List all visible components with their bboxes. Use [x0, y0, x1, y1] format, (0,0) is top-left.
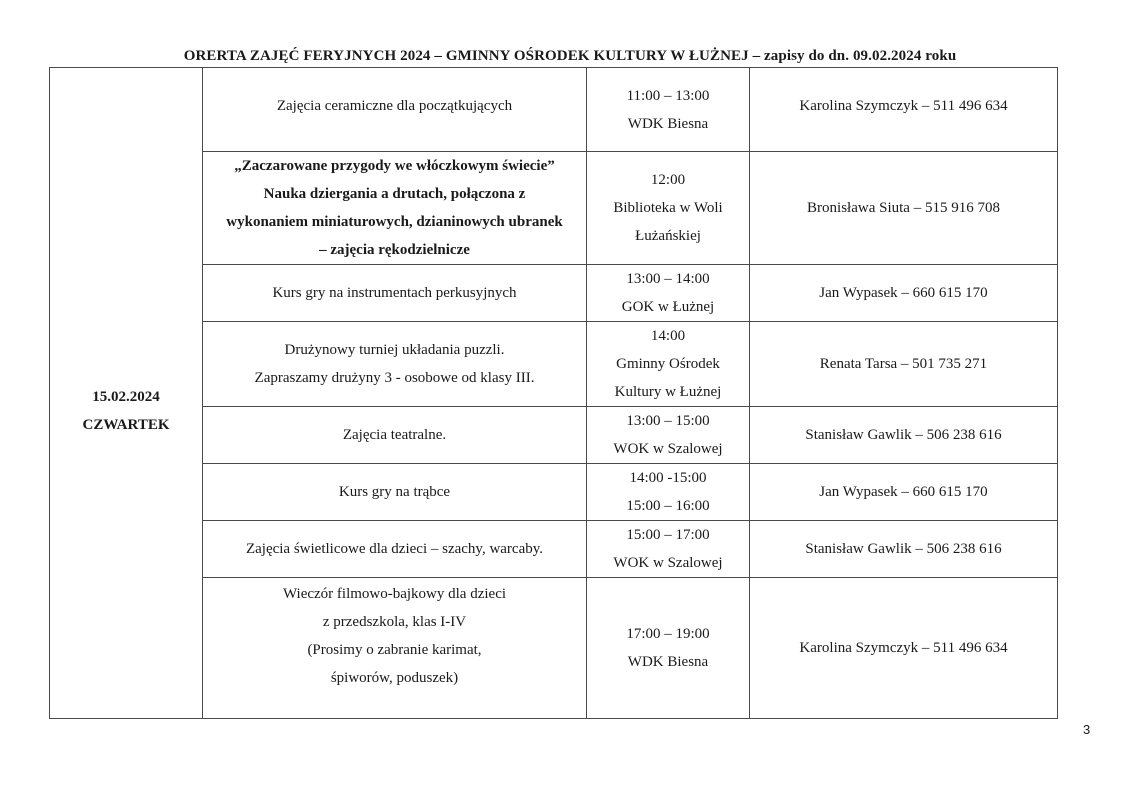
- activity-description: Drużynowy turniej układania puzzli. Zapraszamy drużyny 3 - osobowe od klasy III.: [203, 322, 587, 407]
- activity-description: Wieczór filmowo-bajkowy dla dzieci z przedszkola, klas I-IV (Prosimy o zabranie karimat, śpiworów, poduszek): [203, 578, 587, 719]
- time-location: 13:00 – 14:00 GOK w Łużnej: [587, 265, 750, 322]
- activity-description: Kurs gry na instrumentach perkusyjnych: [203, 265, 587, 322]
- contact-person: Stanisław Gawlik – 506 238 616: [750, 521, 1058, 578]
- page-number: 3: [1083, 722, 1091, 737]
- contact-person: Bronisława Siuta – 515 916 708: [750, 152, 1058, 265]
- time-location: 15:00 – 17:00 WOK w Szalowej: [587, 521, 750, 578]
- contact-person: Karolina Szymczyk – 511 496 634: [750, 68, 1058, 152]
- time-location: 14:00 Gminny Ośrodek Kultury w Łużnej: [587, 322, 750, 407]
- time-location: 14:00 -15:00 15:00 – 16:00: [587, 464, 750, 521]
- contact-person: Renata Tarsa – 501 735 271: [750, 322, 1058, 407]
- day-cell: [50, 68, 203, 719]
- time-location: 13:00 – 15:00 WOK w Szalowej: [587, 407, 750, 464]
- contact-person: Jan Wypasek – 660 615 170: [750, 265, 1058, 322]
- document-title: ORERTA ZAJĘĆ FERYJNYCH 2024 – GMINNY OŚRODEK KULTURY W ŁUŻNEJ – zapisy do dn. 09.02.2024 roku: [183, 48, 957, 64]
- contact-person: Karolina Szymczyk – 511 496 634: [750, 578, 1058, 719]
- contact-person: Stanisław Gawlik – 506 238 616: [750, 407, 1058, 464]
- day-weekday: CZWARTEK: [82, 417, 170, 433]
- contact-person: Jan Wypasek – 660 615 170: [750, 464, 1058, 521]
- schedule-table: [49, 67, 1058, 719]
- activity-description: Zajęcia ceramiczne dla początkujących: [203, 68, 587, 152]
- time-location: 17:00 – 19:00 WDK Biesna: [587, 578, 750, 719]
- day-date: 15.02.2024: [92, 389, 160, 405]
- time-location: 12:00 Biblioteka w Woli Łużańskiej: [587, 152, 750, 265]
- activity-description: Zajęcia świetlicowe dla dzieci – szachy, warcaby.: [203, 521, 587, 578]
- activity-description: Zajęcia teatralne.: [203, 407, 587, 464]
- activity-description: „Zaczarowane przygody we włóczkowym świecie” Nauka dziergania a drutach, połączona z wykonaniem miniaturowych, dzianinowych ubranek – zajęcia rękodzielnicze: [203, 152, 587, 265]
- table-row: [50, 68, 1058, 152]
- time-location: 11:00 – 13:00 WDK Biesna: [587, 68, 750, 152]
- activity-description: Kurs gry na trąbce: [203, 464, 587, 521]
